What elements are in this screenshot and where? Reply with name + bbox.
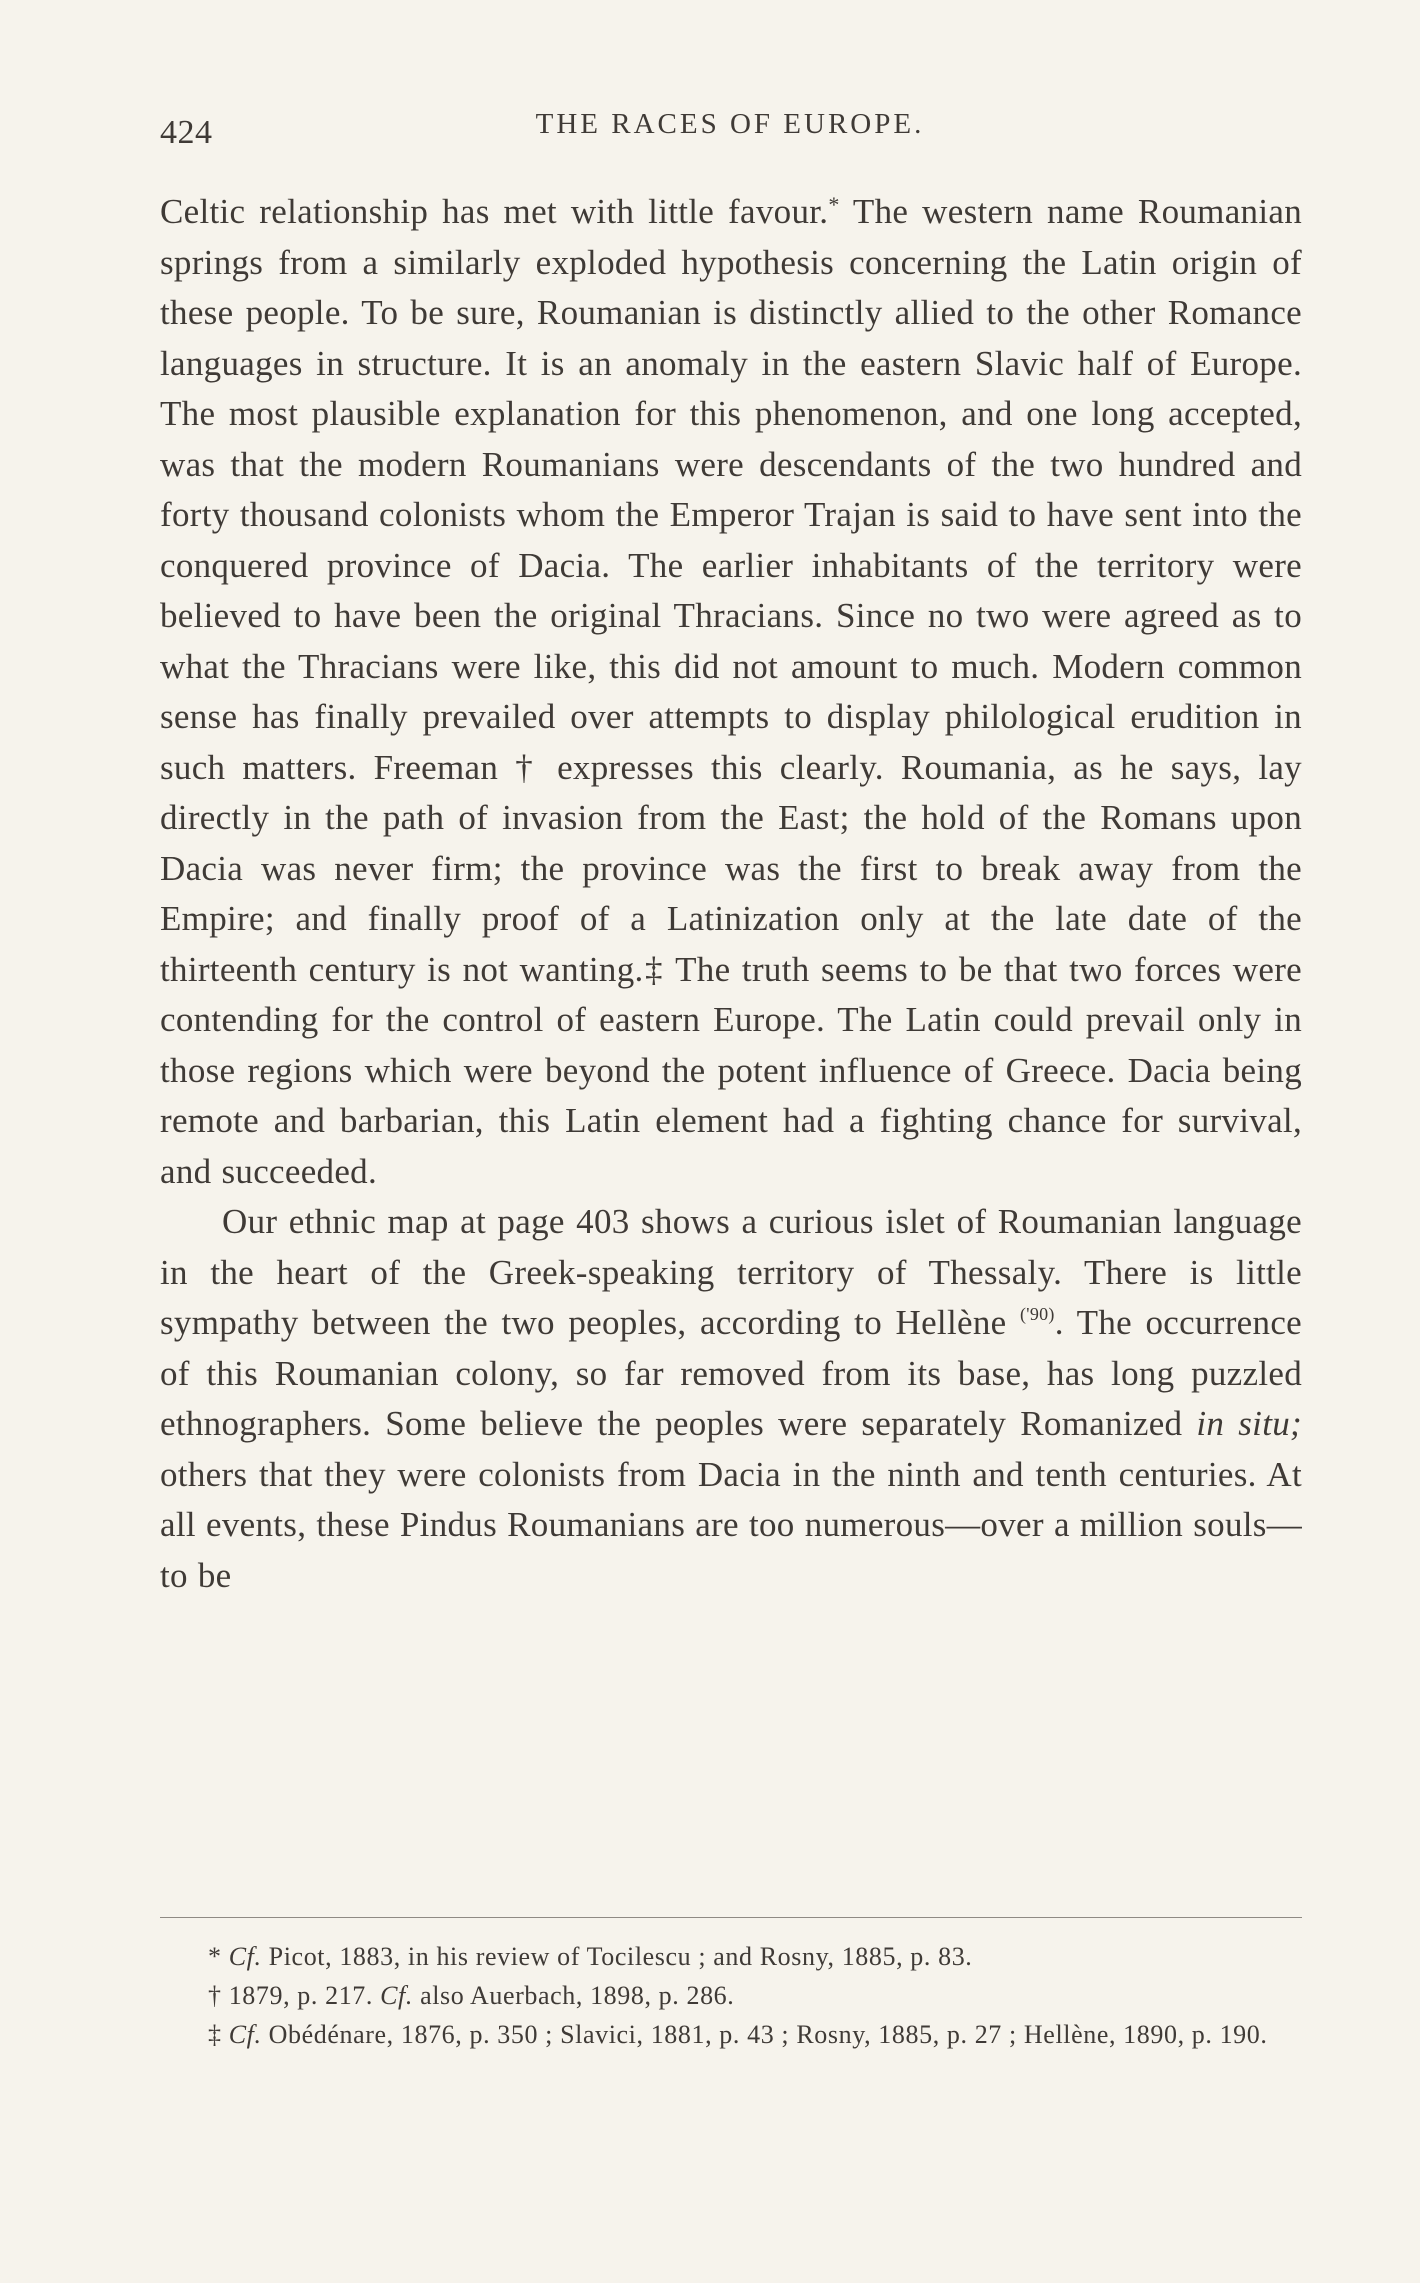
page-number: 424 bbox=[160, 114, 213, 151]
footnote-1-mark: * bbox=[208, 1942, 229, 1971]
footnote-1-cf: Cf. bbox=[228, 1942, 262, 1971]
italic-in-situ: in situ; bbox=[1196, 1404, 1302, 1443]
footnote-3-cf: Cf. bbox=[228, 2020, 262, 2049]
paragraph-2 bbox=[160, 1197, 1302, 1601]
footnote-3-text: Obédénare, 1876, p. 350 ; Slavici, 1881, p. 43 ; Rosny, 1885, p. 27 ; Hellène, 1890, p. 190. bbox=[261, 2020, 1268, 2049]
paragraph-1-text-c: expresses this clearly. Roumania, as he says, lay directly in the path of invasion from the East; the hold of the Romans upon Dacia was never firm; the province was the first to break away from the Empire; and finally proof of a Latinization only at the late date of the thirteenth century is not wanting. bbox=[160, 747, 1302, 989]
footnote-1 bbox=[160, 1937, 1302, 1976]
footnote-2-mark: † bbox=[208, 1981, 229, 2010]
paragraph-1-text-a: Celtic relationship has met with little favour. bbox=[160, 192, 829, 231]
paragraph-2-text-b: . The occurrence of this Roumanian colony, so far removed from its base, has long puzzled ethnographers. Some believe the peoples were separately Romanized bbox=[160, 1303, 1302, 1443]
footnote-1-text: Picot, 1883, in his review of Tocilescu ; and Rosny, 1885, p. 83. bbox=[261, 1942, 973, 1971]
running-title: THE RACES OF EUROPE. bbox=[535, 108, 925, 140]
footnote-divider bbox=[160, 1917, 1302, 1918]
page-header bbox=[160, 104, 1300, 164]
footnotes bbox=[160, 1937, 1302, 2054]
footnote-2-cf: Cf. bbox=[380, 1981, 413, 2010]
footnote-2 bbox=[160, 1976, 1302, 2015]
paragraph-2-text-a: Our ethnic map at page 403 shows a curious islet of Roumanian language in the heart of the Greek-speaking territory of Thessaly. There is little sympathy between the two peoples, according to Hellène bbox=[160, 1202, 1302, 1342]
footnote-2-text-a: 1879, p. 217. bbox=[228, 1981, 381, 2010]
paragraph-1 bbox=[160, 187, 1302, 1197]
footnote-3-mark: ‡ bbox=[208, 2020, 229, 2049]
footnote-ref-double-dagger: ‡ bbox=[643, 949, 665, 989]
body-text bbox=[160, 187, 1302, 1601]
paragraph-2-text-c: others that they were colonists from Dacia in the ninth and tenth centuries. At all events, these Pindus Roumanians are too numerous—over a million souls—to be bbox=[160, 1454, 1302, 1595]
footnote-ref-dagger: † bbox=[515, 747, 541, 787]
paragraph-1-text-b: The western name Roumanian springs from a similarly exploded hypothesis concerning the Latin origin of these people. To be sure, Roumanian is distinctly allied to the other Romance languages in structure. It is an anomaly in the eastern Slavic half of Europe. The most plausible explanation for this phenomenon, and one long accepted, was that the modern Roumanians were descendants of the two hundred and forty thousand colonists whom the Emperor Trajan is said to have sent into the conquered province of Dacia. The earlier inhabitants of the territory were believed to have been the original Thracians. Since no two were agreed as to what the Thracians were like, this did not amount to much. Modern common sense has finally prevailed over attempts to display philological erudition in such matters. Freeman bbox=[160, 192, 1302, 787]
footnote-2-text-b: also Auerbach, 1898, p. 286. bbox=[412, 1981, 735, 2010]
paragraph-1-text-d: The truth seems to be that two forces were contending for the control of eastern Europe. The Latin could prevail only in those regions which were beyond the potent influence of Greece. Dacia being remote and barbarian, this Latin element had a fighting chance for survival, and succeeded. bbox=[160, 949, 1302, 1191]
footnote-3 bbox=[160, 2015, 1302, 2054]
citation-superscript: ('90) bbox=[1019, 1304, 1055, 1324]
footnote-ref-asterisk: * bbox=[828, 192, 840, 217]
